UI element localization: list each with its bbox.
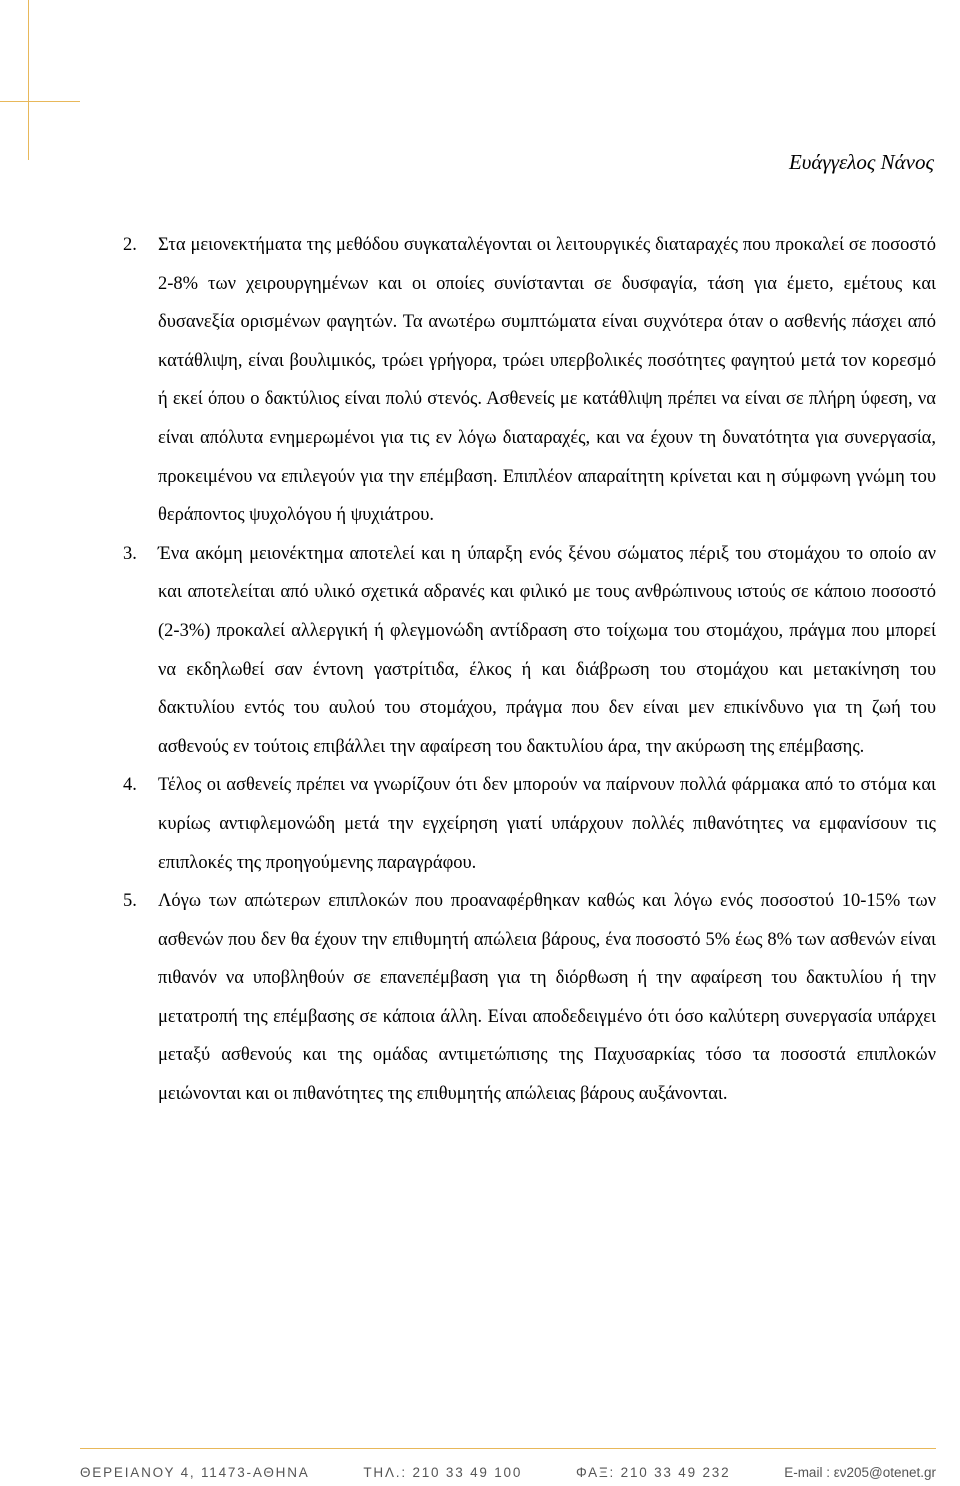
list-item-3	[123, 535, 936, 767]
footer-phone: ΤΗΛ.: 210 33 49 100	[363, 1465, 523, 1480]
list-item-number: 5.	[123, 891, 137, 912]
list-item-4	[123, 766, 936, 882]
list-item-text: Ένα ακόμη μειονέκτημα αποτελεί και η ύπαρξη ενός ξένου σώματος πέριξ του στομάχου το οποίο αν και αποτελείται από υλικό σχετικά αδρανές και φιλικό με τους ανθρώπινους ιστούς σε κάποιο ποσοστό (2-3%) προκαλεί αλλεργική ή φλεγμονώδη αντίδραση στο τοίχωμα του στομάχου, πράγμα που μπορεί να εκδηλωθεί σαν έντονη γαστρίτιδα, έλκος ή και διάβρωση του στομάχου και μετακίνηση του δακτυλίου εντός του αυλού του στομάχου, πράγμα που δεν είναι μεν επικίνδυνο για τη ζωή του ασθενούς εν τούτοις επιβάλλει την αφαίρεση του δακτυλίου άρα, την ακύρωση της επέμβασης.	[158, 543, 936, 757]
list-item-5	[123, 882, 936, 1114]
list-item-text: Τέλος οι ασθενείς πρέπει να γνωρίζουν ότι δεν μπορούν να παίρνουν πολλά φάρμακα από το στόμα και κυρίως αντιφλεμονώδη μετά την εγχείρηση γιατί υπάρχουν πολλές πιθανότητες να εμφανίσουν τις επιπλοκές της προηγούμενης παραγράφου.	[158, 775, 936, 873]
corner-mark-horizontal	[0, 101, 80, 102]
list-item-number: 3.	[123, 543, 137, 564]
list-item-number: 2.	[123, 235, 137, 255]
document-body	[123, 226, 936, 1114]
header-author: Ευάγγελος Νάνος	[788, 150, 934, 174]
corner-mark-vertical	[28, 0, 29, 160]
footer-address: ΘΕΡΕΙΑΝΟΥ 4, 11473-ΑΘΗΝΑ	[80, 1465, 310, 1480]
footer-contact	[80, 1465, 936, 1480]
footer-fax: ΦΑΞ: 210 33 49 232	[575, 1465, 731, 1480]
list-item-text: Στα μειονεκτήματα της μεθόδου συγκαταλέγονται οι λειτουργικές διαταραχές που προκαλεί σε ποσοστό 2-8% των χειρουργημένων και οι οποίες συνίστανται σε δυσφαγία, τάση για έμετο, εμέτους και δυσανεξία ορισμένων φαγητών. Τα ανωτέρω συμπτώματα είναι συχνότερα όταν ο ασθενής πάσχει από κατάθλιψη, είναι βουλιμικός, τρώει γρήγορα, τρώει υπερβολικές ποσότητες φαγητού μετά τον κορεσμό ή εκεί όπου ο δακτύλιος είναι πολύ στενός. Ασθενείς με κατάθλιψη πρέπει να είναι σε πλήρη ύφεση, να είναι απόλυτα ενημερωμένοι για τις εν λόγω διαταραχές, και να έχουν τη δυνατότητα για συνεργασία, προκειμένου να επιλεγούν για την επέμβαση. Επιπλέον απαραίτητη κρίνεται και η σύμφωνη γνώμη του θεράποντος ψυχολόγου ή ψυχιάτρου.	[158, 235, 936, 526]
list-item-number: 4.	[123, 775, 137, 796]
list-item-2	[123, 226, 936, 535]
footer-email: E-mail : εν205@otenet.gr	[784, 1465, 936, 1480]
footer-divider	[80, 1448, 936, 1449]
list-item-text: Λόγω των απώτερων επιπλοκών που προαναφέρθηκαν καθώς και λόγω ενός ποσοστού 10-15% των ασθενών που δεν θα έχουν την επιθυμητή απώλεια βάρους, ένα ποσοστό 5% έως 8% των ασθενών είναι πιθανόν να υποβληθούν σε επανεπέμβαση για τη διόρθωση ή την αφαίρεση του δακτυλίου ή την μετατροπή της επέμβασης σε κάποια άλλη. Είναι αποδεδειγμένο ότι όσο καλύτερη συνεργασία υπάρχει μεταξύ ασθενούς και της ομάδας αντιμετώπισης της Παχυσαρκίας τόσο τα ποσοστά επιπλοκών μειώνονται και οι πιθανότητες της επιθυμητής απώλειας βάρους αυξάνονται.	[158, 891, 936, 1105]
